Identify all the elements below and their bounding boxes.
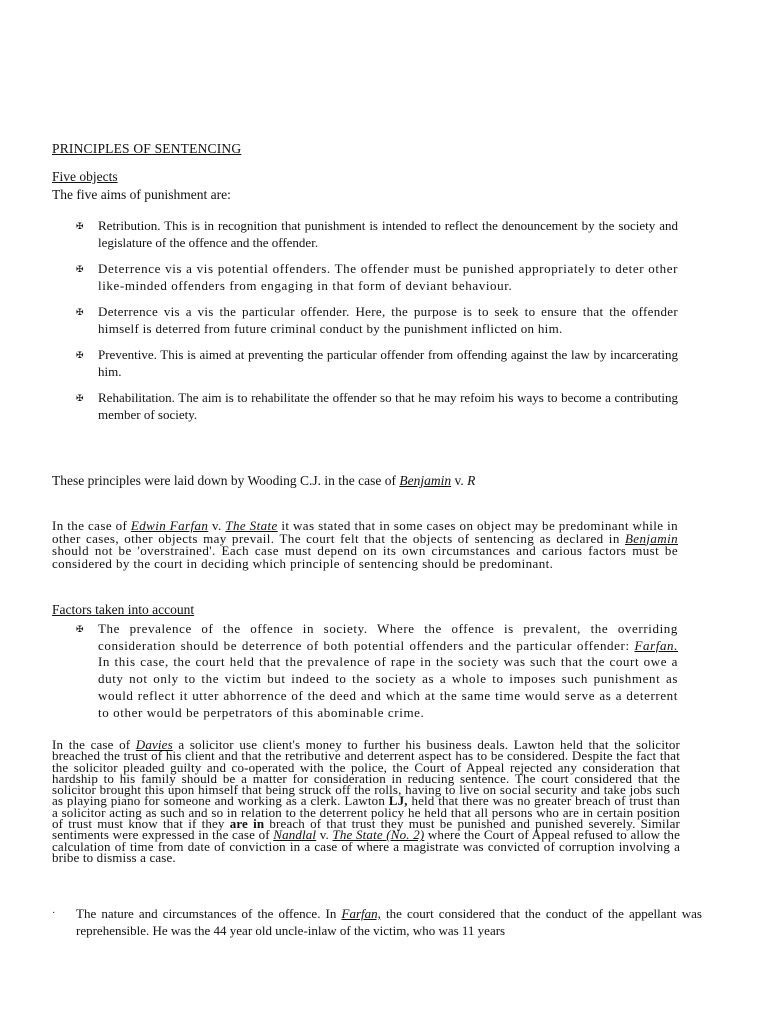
case-name: Edwin Farfan [130,518,209,533]
aims-list [76,218,678,423]
page-title: PRINCIPLES OF SENTENCING [52,141,242,156]
list-item: ✠ Deterrence vis a vis potential offenders. The offender must be punished appropriately to deter other like-minded offenders from engaging in that form of deviant behaviour. [76,261,678,293]
list-item: ✠ Deterrence vis a vis the particular offender. Here, the purpose is to seek to ensure that the offender himself is deterred from future criminal conduct by the punishment inflicted on him. [76,304,678,336]
bullet-icon: ✠ [76,264,85,274]
case-name: Nandlal [273,827,317,843]
case-name: Benjamin [624,530,678,546]
section-heading-five-objects: Five objects [52,169,118,184]
list-item: ✠ Preventive. This is aimed at preventing the particular offender from offending against the law by incarcerating him. [76,347,678,379]
bullet-icon: ✠ [76,307,84,317]
davies-paragraph: In the case of Davies a solicitor use client's money to further his business deals. Lawton held that the solicitor breached the trust of his client and that the retributive and deterrent aspect has to be considered. Despite the fact that the solicitor pleaded guilty and co-operated with the police, the Court of Appeal rejected any consideration that hardship to his family should be a matter for consideration in reducing sentence. The court considered that the solicitor brought this upon himself that being struck off the rolls, having to live on social security and take jobs such as playing piano for someone and working as a clerk. Lawton LJ, held that there was no greater breach of trust than a solicitor acting as such and so in relation to the deterrent policy he held that all persons who are in certain position of trust must know that if they are in breach of that trust they must be punished and punished severely. Similar sentiments were expressed in the case of Nandlal v. The State (No. 2) where the Court of Appeal refused to allow the calculation of time from date of conviction in a case of where a magistrate was convicted of corruption involving a bribe to dismiss a case. [52,737,681,865]
case-name: R [467,473,476,488]
farfan-paragraph: In the case of Edwin Farfan v. The State it was stated that in some cases on object may be predominant while in other cases, other objects may prevail. The court felt that the objects of sentencing as declared in Benjamin should not be 'overstrained'. Each case must depend on its own circumstances and carious factors must be considered by the court in deciding which principle of sentencing should be predominant. [52,518,678,571]
case-name: Benjamin [399,473,452,488]
factors-list [76,621,678,721]
bullet-icon: ✠ [76,624,85,634]
five-aims-intro: The five aims of punishment are: [52,187,231,202]
case-name: The State [225,518,278,533]
section-heading-factors: Factors taken into account [52,602,195,617]
principles-closing-line: These principles were laid down by Wooding C.J. in the case of Benjamin v. R [52,473,476,488]
bullet-icon: · [52,908,56,919]
bullet-icon: ✠ [76,393,84,403]
case-name: Davies [135,737,173,752]
list-item: · The nature and circumstances of the offence. In Farfan, the court considered that the conduct of the appellant was reprehensible. He was the 44 year old uncle-inlaw of the victim, who was 11 years [52,906,702,938]
case-name: Farfan, [341,906,381,921]
list-item: ✠ Retribution. This is in recognition that punishment is intended to reflect the denouncement by the society and legislature of the offence and the offender. [76,218,678,250]
nature-list [52,905,702,939]
case-name: The State (No. 2) [332,827,425,843]
bullet-icon: ✠ [76,221,84,231]
case-name: Farfan. [634,637,678,653]
list-item: ✠ The prevalence of the offence in society. Where the offence is prevalent, the overriding consideration should be deterrence of both potential offenders and the particular offender: Farfan. In this case, the court held that the prevalence of rape in the society was such that the court owe a duty not only to the victim but indeed to the society as a whole to imposes such punishment as would reflect it utter abhorrence of the deed and which at the same time would serve as a deterrent to other would be perpetrators of this abominable crime. [76,621,678,720]
list-item: ✠ Rehabilitation. The aim is to rehabilitate the offender so that he may refoim his ways to become a contributing member of society. [76,390,678,422]
bullet-icon: ✠ [76,350,84,360]
